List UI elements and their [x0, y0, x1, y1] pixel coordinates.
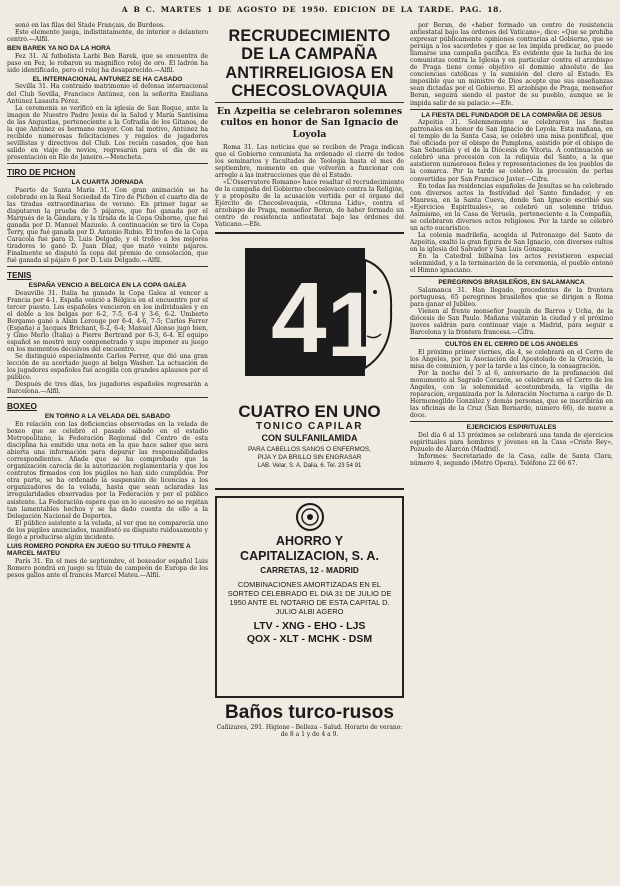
headline-fundador: LA FIESTA DEL FUNDADOR DE LA COMPAÑIA DE JESUS — [421, 111, 602, 119]
column-1 — [7, 22, 208, 880]
divider — [7, 266, 208, 267]
ad-line-1: TONICO CAPILAR — [256, 421, 363, 433]
paragraph: El público asistente a la velada, al ver que no comparecía uno de los púgiles anunciados, manifestó su disgusto ruidosamente y llegó a producirse algún incidente. — [7, 519, 208, 541]
paragraph: En relación con las deficiencias observadas en la velada de boxeo que se celebró el pasado sábado en el estadio Metropolitano, la Federación Regional del Centro de esta disciplina ha emitido una nota en la que hace saber que será abierta una información para depurar las responsabilidades correspondientes. Añade que se ha comprobado que la organización carecía de la autorización reglamentaria y que los contratos firmados con los púgiles no han sido cumplidos. Por otra parte, se ha ordenado la suspensión de licencias a los organizadores de la velada, hasta que sean aclaradas las irregularidades observadas por la Federación y por el público asistente. La Federación espera que en lo sucesivo no se repitan tan lamentables hechos y se ha dado cuenta de ello a la Delegación Nacional de Deportes. — [7, 420, 208, 520]
headline-ejercicios: EJERCICIOS ESPIRITUALES — [466, 424, 557, 432]
divider — [410, 276, 613, 277]
divider — [7, 163, 208, 164]
paragraph: La colonia madrileña, acogida al Patronazgo del Santo de Azpeitia, exaltó la gran figura de San Ignacio, con diversos cultos en la iglesia del Salvador y San Luis Gonzaga. — [410, 231, 613, 253]
paragraph: Fez 31. Al futbolista Larbi Ben Barek, que se encuentra de paso en Fez, le robaron su magnífico reloj de oro. El ladrón ha sido identificado, pero el reloj ha desaparecido.—Alfil. — [7, 52, 208, 74]
section-tenis: TENIS — [7, 270, 32, 281]
paragraph: Se distinguió especialmente Carlos Ferrer, que dió una gran lección de su acertado juego al belga Washer. La actuación de los jugadores españoles fué acogida con grandes aplausos por el público. — [7, 353, 208, 382]
ad-company: AHORRO Y CAPITALIZACION, S. A. — [240, 534, 379, 564]
section-tiro-de-pichon: TIRO DE PICHON — [7, 166, 76, 177]
column-2 — [215, 22, 404, 880]
paragraph: Deauville 31. Italia ha ganado la Copa Galea al vencer a Francia por 4-1. España venció a Bélgica en el encuentro por el tercer puesto. Los españoles vencieron en los individuales y en el doble a los belgas por 6-2, 7-5, 6-4 y 3-6, 6-2. Umberto Bergamo ganó a Alain Lerouge por 6-4, 4-6, 7-5; Carlos Ferrer (España) a Jacques Brichant, 6-2, 6-4; Manuel Alonso jugó bien, y Gino Merlo (Italia) a Pierre Bertrand por 6-3, 6-4. El equipo español se mostró muy compenetrado y supo imponer su juego en los momentos decisivos del encuentro. — [7, 289, 208, 354]
headline-cultos-cerro: CULTOS EN EL CERRO DE LOS ANGELES — [444, 341, 579, 349]
headline-cuarta-jornada: LA CUARTA JORNADA — [71, 178, 144, 186]
headline-copa-galea: ESPAÑA VENCIO A BELGICA EN LA COPA GALEA — [28, 282, 187, 290]
divider — [410, 109, 613, 110]
ad-digit-four: 4 — [271, 262, 327, 375]
paragraph: París 31. En el mes de septiembre, el boxeador español Luis Romero pondrá en juego su título de campeón de Europa de los pesos gallos ante el francés Marcel Mateu.—Alfil. — [7, 557, 208, 580]
seal-icon — [295, 502, 325, 532]
column-3 — [410, 22, 613, 880]
ad-brand: CUATRO EN UNO — [238, 402, 381, 422]
page-header: A B C. MARTES 1 DE AGOSTO DE 1950. EDICION DE LA TARDE. PAG. 18. — [121, 5, 503, 14]
paragraph: por Beran, de «haber formado un centro de resistencia antiestatal bajo las órdenes del Vaticano», dice: «Que se prohiba expresar públicamente opiniones contrarias al Gobierno, que se persiga a los sacerdotes y que se les impida predicar, no puede llamarse una campaña pacífica. Es evidente que la lucha de los comunistas contra la Iglesia y en particular contra el arzobispo de Praga tiene como objetivo el dominio absoluto de las conciencias católicas y la sumisión del clero al Estado. Es imposible que un ministro de Dios acepte que sus enseñanzas sean dictadas por el Gobierno. El arzobispo de Praga, monseñor Beran, seguirá siendo el pastor de su pueblo, aunque se le impida salir de su palacio.»—Efe. — [410, 22, 613, 107]
advertisement-cuatro-en-uno — [215, 232, 404, 490]
paragraph: Este elemento juega, indistintamente, de interior o delantero centro.—Alfil. — [7, 29, 208, 44]
section-boxeo: BOXEO — [7, 401, 37, 412]
paragraph: El próximo primer viernes, día 4, se celebrará en el Cerro de los Ángeles, por la Asociación del Apostolado de la Oración, la misa de comunión, y por la tarde a las cinco, la consagración. — [410, 348, 613, 370]
ad-codes-2: QOX - XLT - MCHK - DSM — [246, 633, 373, 646]
main-headline: RECRUDECIMIENTO DE LA CAMPAÑA ANTIRRELIGIOSA EN CHECOSLOVAQUIA — [225, 27, 394, 100]
advertisement-banos-info: Cañizares, 291. Higiene - Belleza - Salud. Horario de verano: de 8 a 1 y de 4 a 9. — [216, 724, 403, 739]
headline-velada: EN TORNO A LA VELADA DEL SABADO — [44, 413, 171, 421]
paragraph: Después de tres días, los jugadores españoles regresarán a Barcelona.—Alfil. — [7, 381, 208, 396]
headline-antunez: EL INTERNACIONAL ANTUNEZ SE HA CASADO — [32, 75, 183, 83]
paragraph: Azpeitia 31. Solemnemente se celebraron las fiestas patronales en honor de San Ignacio de Loyola. Esta mañana, en el templo de la Santa Casa, se celebró una misa pontifical, que fué oficiada por el obispo de Pamplona, asistido por el obispo de San Sebastián y el de la Diócesis de Vitoria. A continuación se celebró una procesión con la reliquia del Santo, a la que asistieron numerosos fieles y representaciones de los pueblos de la comarca. Por la tarde se celebró la procesión de perlas convertidas por San Francisco Javier.—Cifra. — [410, 119, 613, 183]
paragraph: Por la noche del 5 al 6, aniversario de la profanación del monumento al Sagrado Corazón, se celebrará en el Cerro de los Ángeles, con la solemnidad acostumbrada, la vigilia de reparación, organizada por la Adoración Nocturna a cargo de D. Hermenegildo González y demás personas, que se inscribirán en las oficinas de la Cruz (San Bernardo, número 66), de nueve a doce. — [410, 369, 613, 420]
paragraph: Sevilla 31. Ha contraído matrimonio el defensa internacional del Club Sevilla, Francisco Antúnez, con la señorita Emiliana Antúnez Lasauta Pérez. — [7, 83, 208, 105]
advertisement-ahorro-capitalizacion — [215, 496, 404, 698]
ad-address: CARRETAS, 12 - MADRID — [260, 566, 359, 576]
headline-ben-barek: BEN BAREK YA NO DA LA HORA — [7, 45, 111, 53]
ad-graphic — [215, 240, 404, 390]
paragraph: Del día 6 al 13 próximos se celebrará una tanda de ejercicios espirituales para hombres y jóvenes en la Casa «Cristo Rey», Pozuelo de Alarcón (Madrid). — [410, 431, 613, 453]
paragraph: Salamanca 31. Han llegado, procedentes de la frontera portuguesa, 65 peregrinos brasileños que se dirigen a Roma para ganar el Jubileo. — [410, 286, 613, 308]
sub-headline: En Azpeitia se celebraron solemnes cultos en honor de San Ignacio de Loyola — [216, 106, 403, 140]
paragraph: En la Catedral bilbaína los actos revistieron especial solemnidad, y a la terminación de la ceremonia, el pueblo entonó el Himno ignaciano. — [410, 253, 613, 275]
paragraph: Informes: Secretariado de la Casa, calle de Santa Clara, número 4, segundo (Metro Opera). Teléfono 22 66 67. — [410, 452, 613, 467]
paragraph: «L'Osservatore Romano» hace resaltar el recrudecimiento de la campaña del Gobierno checoslovaco contra la Religión, y a propósito de la acusación vertida por el órgano del Ejército de Checoslovaquia, «Obrana Lidu», contra el arzobispo de Praga, monseñor Beran, de haber formado un centro de resistencia antiestatal bajo las órdenes del Vaticano.—Efe. — [215, 179, 404, 229]
ad-line-3: PARA CABELLOS SANOS O ENFERMOS, — [248, 446, 371, 454]
paragraph: Vienen al frente monseñor Joaquín de Barros y Ucha, de la diócesis de San Paulo. Mañana visitarán la ciudad y el próximo jueves saldrán para continuar viaje a Madrid, para seguir a Barcelona y la frontera francesa.—Cifra. — [410, 307, 613, 337]
ad-line-2: CON SULFANILAMIDA — [261, 433, 358, 444]
paragraph: Roma 31. Las noticias que se reciben de Praga indican que el Gobierno comunista ha ordenado el cierre de todos los seminarios y facultades de Teología hasta el mes de septiembre, momento en que volverán a funcionar con arreglo a las instrucciones que dé el Estado. — [215, 143, 404, 179]
ad-line-5: LAB. Velar, S. A. Dalia, 6. Tel. 23 54 91 — [257, 463, 362, 470]
ad-digit-one: 1 — [327, 274, 379, 377]
divider — [7, 397, 208, 398]
divider — [410, 338, 613, 339]
divider — [410, 421, 613, 422]
advertisement-banos-title: Baños turco-rusos — [225, 702, 394, 724]
paragraph: Puerto de Santa María 31. Con gran animación se ha celebrado en la Real Sociedad de Tiro de Pichón el cuarto día de las tiradas extraordinarias de verano. En primer lugar se disputaron la prueba de 5 pájaros, que fué ganada por el Marqués de la Gándara, y la tirada de la Copa Osborne, que fué ganada por D. Manuel Mazuelo. A continuación se tiró la Copa Terry, que fué ganada por D. Antonio Rubio. El trofeo de la Copa Caracola fué para D. Luis Delgado, y el trofeo a los mejores tiradores lo ganó D. Juan Díaz, que mató veinte pájaros. Finalmente se disputó la copa del premio de consolación, que fué ganada al pájaro 6 por D. Luis Delgado.—Alfil. — [7, 186, 208, 265]
divider — [215, 102, 404, 103]
ad-codes-1: LTV - XNG - EHO - LJS — [253, 620, 366, 633]
ad-line-4: PIJA Y DA BRILLO SIN ENGRASAR — [257, 454, 362, 462]
headline-peregrinos: PEREGRINOS BRASILEÑOS, EN SALAMANCA — [438, 279, 585, 287]
paragraph: sonó en las filas del Stade Français, de Burdeos. — [15, 22, 165, 29]
paragraph: En todas las residencias españolas de Jesuítas se ha celebrado con diversos actos la festividad del Santo fundador, y en Manresa, en la Santa Cueva, donde San Ignacio escribió sus «Ejercicios Espirituales», se celebró un solemne triduo. Asimismo, en la Casa de Veruela, perteneciente a la Compañía, se celebraron diversos actos religiosos. Por la tarde se celebró un acto eucarístico. — [410, 182, 613, 232]
headline-luis-romero: LUIS ROMERO PONDRA EN JUEGO SU TITULO FRENTE A MARCEL MATEU — [7, 542, 191, 558]
paragraph: La ceremonia se verificó en la iglesia de San Roque, ante la imagen de Nuestro Padre Jesús de la Salud y María Santísima de las Angustias, perteneciente a la Cofradía de los Gitanos, de la que Antúnez es hermano mayor. Con tal motivo, Antúnez ha recibido numerosas felicitaciones y regalos de jugadores sevillistas y directivos del Club. Los recién casados, que han salido en viaje de novios, regresarán para el día de su presentación en Río de Janeiro.—Mencheta. — [7, 104, 208, 161]
ad-notice: COMBINACIONES AMORTIZADAS EN EL SORTEO CELEBRADO EL DIA 31 DE JULIO DE 1950 ANTE EL NOTARIO DE ESTA CAPITAL D. JULIO ALBI AGERO — [227, 580, 392, 617]
